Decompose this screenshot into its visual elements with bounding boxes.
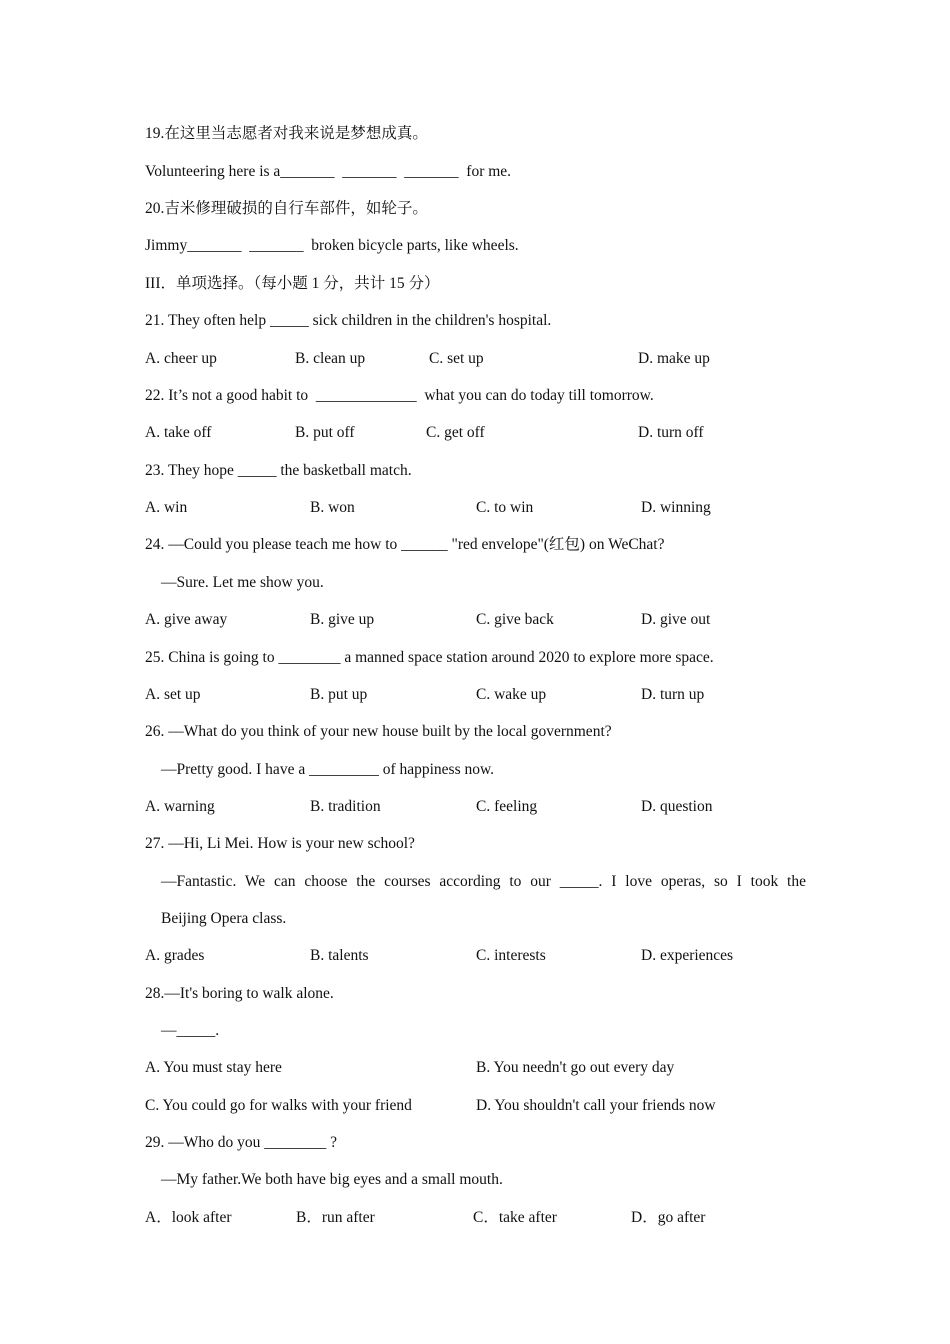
q26-reply: —Pretty good. I have a _________ of happiness now. — [161, 761, 495, 778]
q25-option-b: B. put up — [310, 686, 368, 703]
q23-option-b: B. won — [310, 499, 355, 516]
q22-option-b: B. put off — [295, 424, 355, 441]
q22-option-d: D. turn off — [638, 424, 704, 441]
q25-option-d: D. turn up — [641, 686, 705, 703]
q27-option-c: C. interests — [476, 947, 546, 964]
q20-chinese: 20.吉米修理破损的自行车部件，如轮子。 — [145, 200, 428, 217]
q25-option-a: A. set up — [145, 686, 201, 703]
q27-option-a: A. grades — [145, 947, 205, 964]
q28-reply: —_____. — [161, 1022, 220, 1039]
q26-option-d: D. question — [641, 798, 713, 815]
q26-option-b: B. tradition — [310, 798, 381, 815]
q26-stem: 26. —What do you think of your new house built by the local government? — [145, 723, 612, 740]
q21-option-b: B. clean up — [295, 350, 366, 367]
q29-option-a: A．look after — [145, 1209, 232, 1226]
q22-option-c: C. get off — [426, 424, 485, 441]
q23-option-d: D. winning — [641, 499, 711, 516]
q24-option-a: A. give away — [145, 611, 228, 628]
q23-option-c: C. to win — [476, 499, 534, 516]
q26-option-c: C. feeling — [476, 798, 538, 815]
q25-stem: 25. China is going to ________ a manned space station around 2020 to explore more space. — [145, 649, 714, 666]
q24-reply: —Sure. Let me show you. — [161, 574, 324, 591]
q21-option-c: C. set up — [429, 350, 484, 367]
q27-reply: —Fantastic. We can choose the courses according to our _____. I love operas, so I took the — [161, 873, 806, 890]
q27-option-d: D. experiences — [641, 947, 734, 964]
q24-option-c: C. give back — [476, 611, 554, 628]
q23-stem: 23. They hope _____ the basketball match. — [145, 462, 412, 479]
q29-stem: 29. —Who do you ________ ? — [145, 1134, 338, 1151]
q24-option-d: D. give out — [641, 611, 711, 628]
q28-option-c: C. You could go for walks with your friend — [145, 1097, 412, 1114]
q19-chinese: 19.在这里当志愿者对我来说是梦想成真。 — [145, 125, 428, 142]
q21-stem: 21. They often help _____ sick children in the children's hospital. — [145, 312, 552, 329]
q29-option-c: C．take after — [473, 1209, 557, 1226]
q21-option-a: A. cheer up — [145, 350, 217, 367]
q27-stem: 27. —Hi, Li Mei. How is your new school? — [145, 835, 415, 852]
q23-option-a: A. win — [145, 499, 188, 516]
q19-english: Volunteering here is a_______ _______ _______ for me. — [145, 163, 512, 180]
q24-stem: 24. —Could you please teach me how to ______ "red envelope"(红包) on WeChat? — [145, 536, 665, 553]
q28-option-d: D. You shouldn't call your friends now — [476, 1097, 716, 1114]
section-3-heading: III．单项选择。（每小题 1 分，共计 15 分） — [145, 275, 440, 292]
q29-option-b: B．run after — [296, 1209, 375, 1226]
q20-english: Jimmy_______ _______ broken bicycle parts, like wheels. — [145, 237, 519, 254]
q29-option-d: D．go after — [631, 1209, 706, 1226]
q21-option-d: D. make up — [638, 350, 710, 367]
q22-stem: 22. It’s not a good habit to _____________ what you can do today till tomorrow. — [145, 387, 654, 404]
q27-reply-continued: Beijing Opera class. — [161, 910, 287, 927]
q28-option-b: B. You needn't go out every day — [476, 1059, 675, 1076]
q29-reply: —My father.We both have big eyes and a small mouth. — [161, 1171, 503, 1188]
q24-option-b: B. give up — [310, 611, 375, 628]
q22-option-a: A. take off — [145, 424, 212, 441]
q28-option-a: A. You must stay here — [145, 1059, 282, 1076]
q28-stem: 28.—It's boring to walk alone. — [145, 985, 334, 1002]
q27-option-b: B. talents — [310, 947, 369, 964]
q26-option-a: A. warning — [145, 798, 215, 815]
q25-option-c: C. wake up — [476, 686, 547, 703]
